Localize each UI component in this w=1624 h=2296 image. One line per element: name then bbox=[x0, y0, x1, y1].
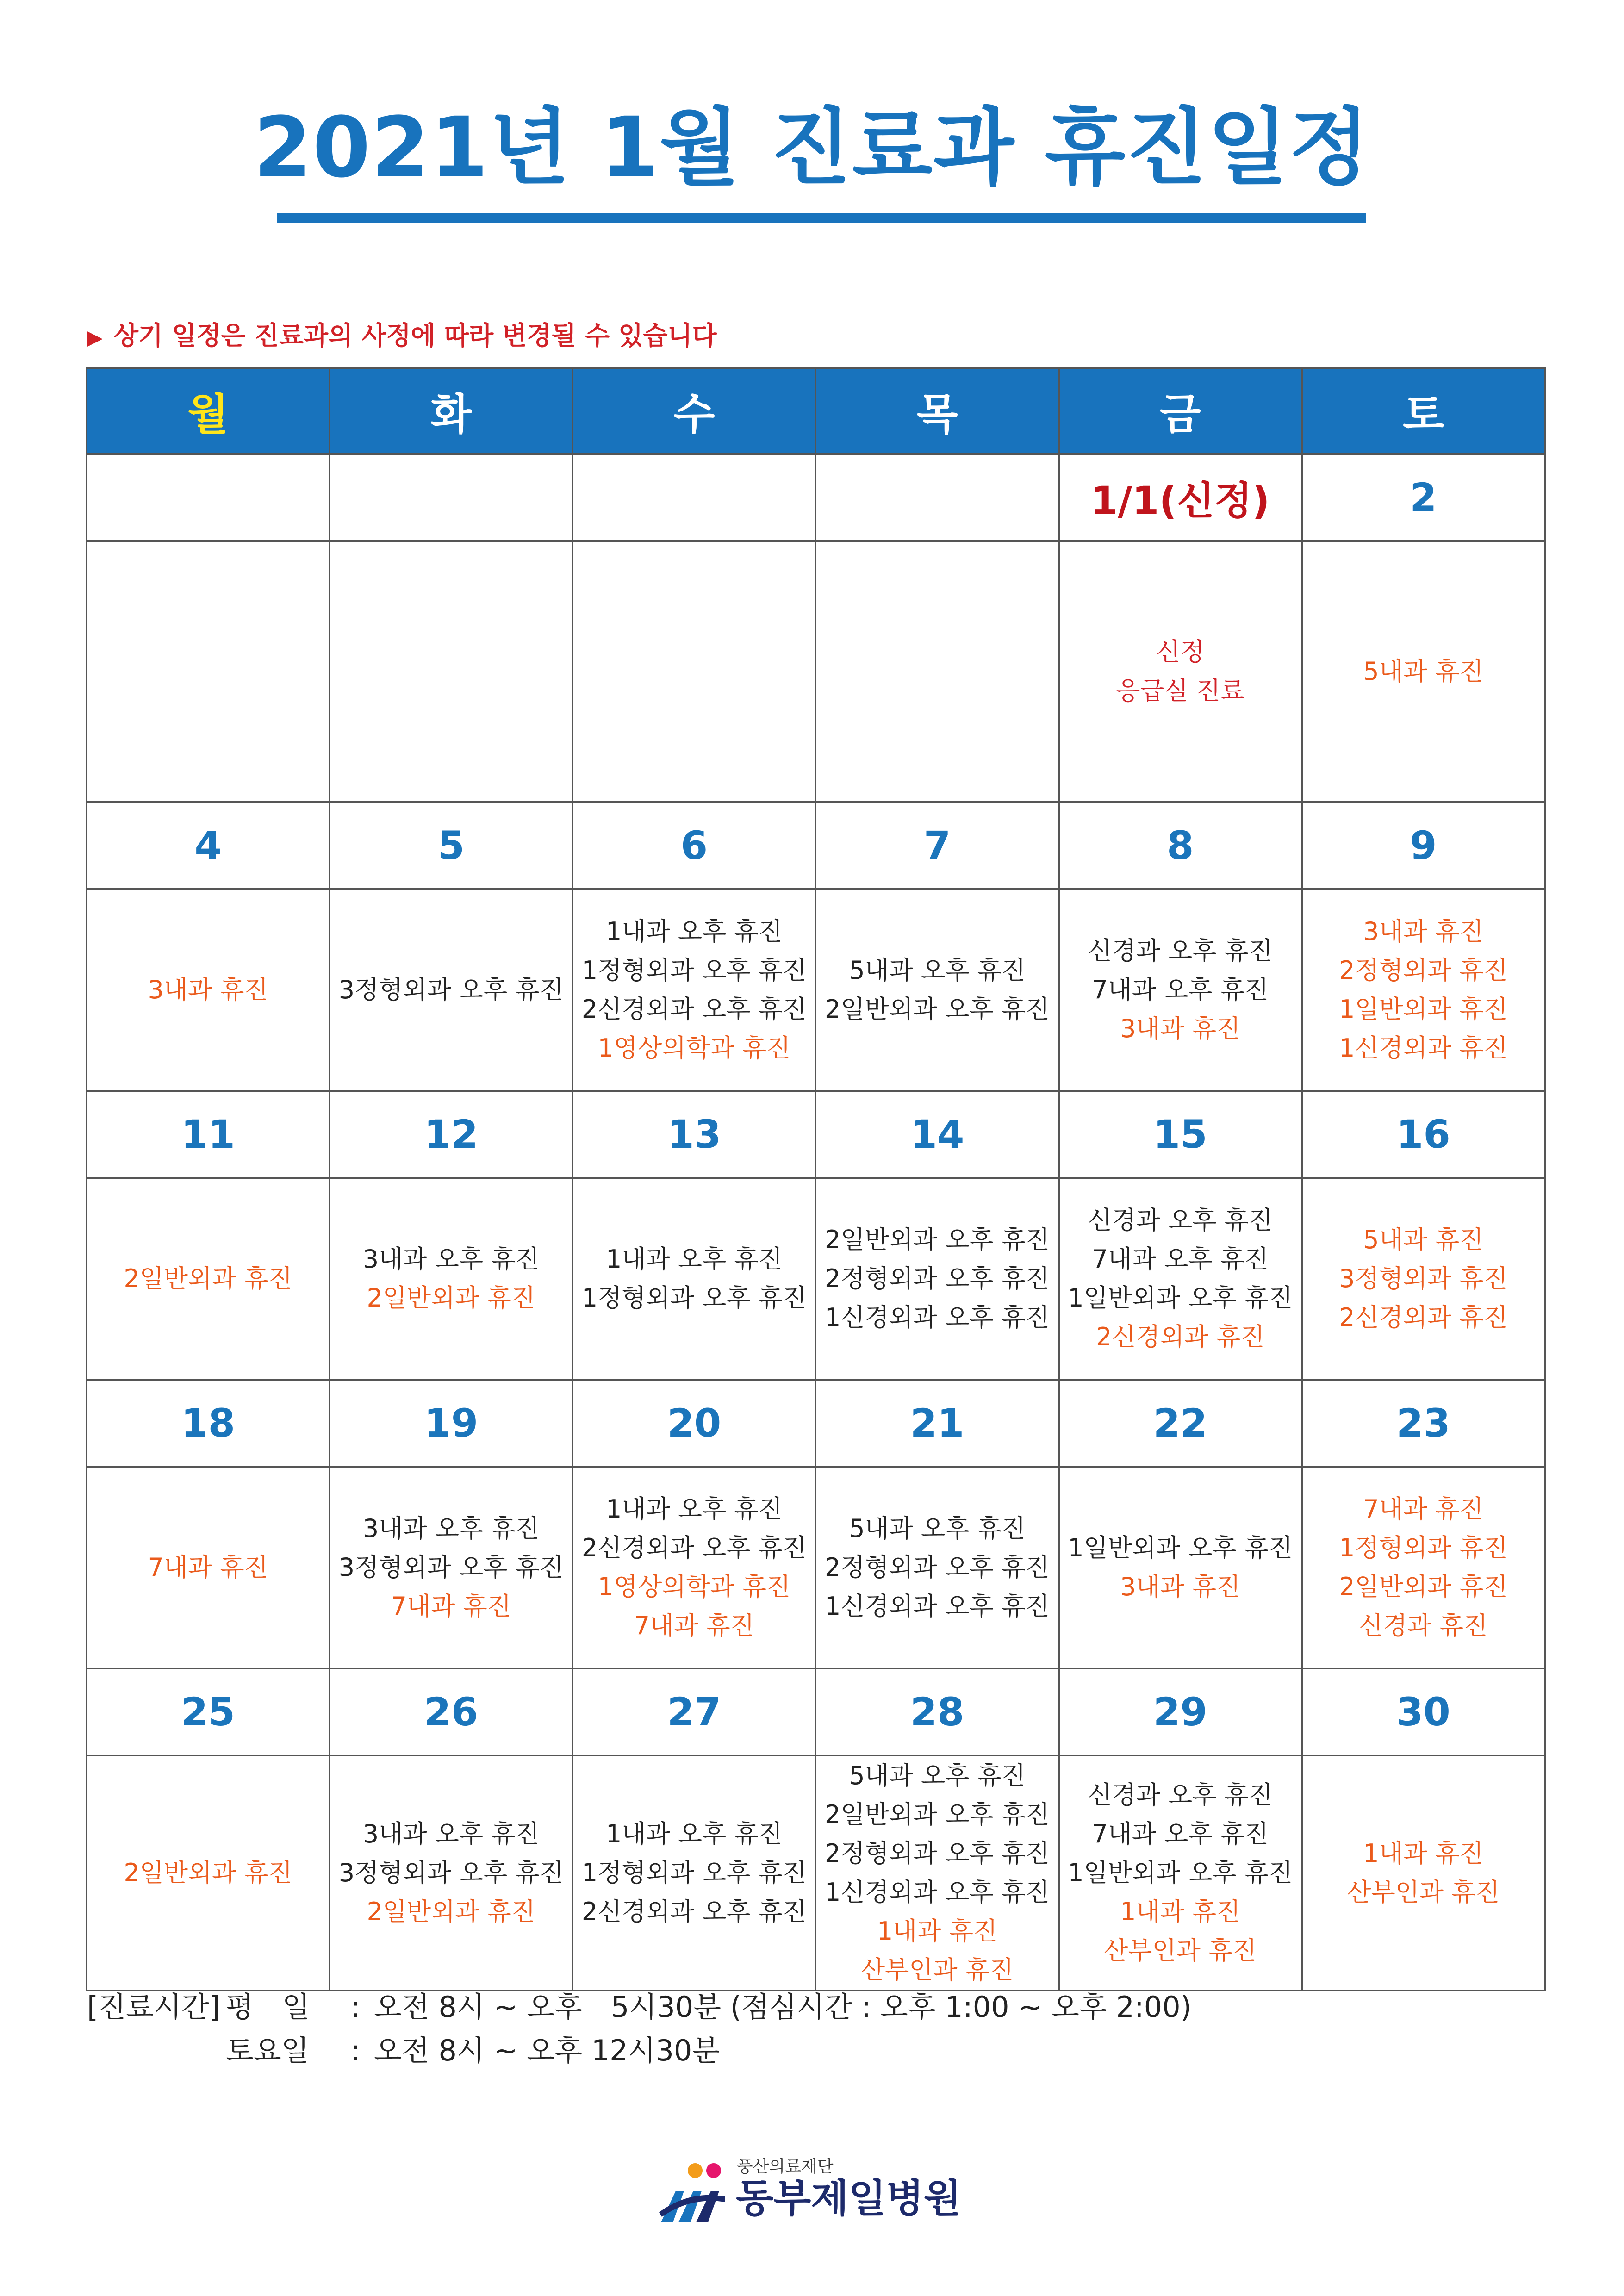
event-row-week-1 bbox=[87, 541, 1545, 802]
closure-entry: 3내과 휴진 bbox=[148, 975, 268, 1004]
event-cell-thu bbox=[815, 1755, 1058, 1991]
date-cell-mon bbox=[87, 454, 330, 541]
date-row-week-5 bbox=[87, 1668, 1545, 1755]
closure-entry: 1신경외과 오후 휴진 bbox=[825, 1592, 1050, 1621]
event-cell-tue bbox=[330, 1467, 572, 1668]
date-cell-wed: 20 bbox=[572, 1380, 815, 1467]
closure-entry: 2정형외과 오후 휴진 bbox=[825, 1839, 1050, 1868]
closure-entry: 1신경외과 오후 휴진 bbox=[825, 1303, 1050, 1332]
closure-entry: 3정형외과 오후 휴진 bbox=[338, 975, 564, 1004]
closure-entry: 1정형외과 오후 휴진 bbox=[581, 1858, 807, 1887]
closure-entry: 5내과 오후 휴진 bbox=[849, 956, 1026, 985]
date-cell-mon: 11 bbox=[87, 1091, 330, 1178]
hospital-logo bbox=[657, 2157, 981, 2226]
closure-entry: 2일반외과 휴진 bbox=[367, 1283, 535, 1313]
date-cell-mon: 18 bbox=[87, 1380, 330, 1467]
saturday-label: 토요일 bbox=[226, 2034, 309, 2067]
date-cell-tue bbox=[330, 454, 572, 541]
closure-entry: 2일반외과 오후 휴진 bbox=[825, 1800, 1050, 1829]
calendar-table bbox=[86, 367, 1546, 1991]
saturday-hours: 오전 8시 ~ 오후 12시30분 bbox=[374, 2034, 720, 2067]
closure-entry: 3정형외과 오후 휴진 bbox=[338, 1858, 564, 1887]
event-cell-wed bbox=[572, 1178, 815, 1380]
date-row-week-3 bbox=[87, 1091, 1545, 1178]
closure-entry: 1내과 휴진 bbox=[877, 1916, 998, 1946]
event-cell-wed bbox=[572, 541, 815, 802]
date-cell-thu: 28 bbox=[815, 1668, 1058, 1755]
closure-entry: 신경과 오후 휴진 bbox=[1088, 936, 1273, 965]
weekday-hours: 오전 8시 ~ 오후 5시30분 (점심시간 : 오후 1:00 ~ 오후 2:00) bbox=[374, 1990, 1192, 2024]
closure-entry: 1정형외과 휴진 bbox=[1339, 1533, 1508, 1562]
weekday-header-row bbox=[87, 368, 1545, 454]
closure-entry: 신경과 오후 휴진 bbox=[1088, 1780, 1273, 1810]
date-cell-tue: 19 bbox=[330, 1380, 572, 1467]
event-cell-sat bbox=[1302, 889, 1545, 1091]
page-title: 2021년 1월 진료과 휴진일정 bbox=[253, 100, 1371, 196]
closure-entry: 2정형외과 오후 휴진 bbox=[825, 1264, 1050, 1293]
date-cell-sat: 2 bbox=[1302, 454, 1545, 541]
closure-entry: 1일반외과 오후 휴진 bbox=[1068, 1283, 1293, 1313]
date-cell-wed: 27 bbox=[572, 1668, 815, 1755]
hours-weekday-line bbox=[87, 1985, 1192, 2029]
event-cell-sat bbox=[1302, 1178, 1545, 1380]
clinic-hours bbox=[87, 1985, 1192, 2072]
closure-entry: 7내과 휴진 bbox=[1363, 1494, 1484, 1524]
closure-entry: 1신경외과 휴진 bbox=[1339, 1033, 1508, 1063]
closure-entry: 1내과 휴진 bbox=[1363, 1839, 1484, 1868]
date-cell-mon: 25 bbox=[87, 1668, 330, 1755]
closure-entry: 2일반외과 휴진 bbox=[124, 1264, 292, 1293]
weekday-colon: : bbox=[350, 1990, 361, 2024]
event-cell-wed bbox=[572, 1467, 815, 1668]
header-fri: 금 bbox=[1059, 368, 1302, 454]
closure-entry: 7내과 오후 휴진 bbox=[1092, 1819, 1269, 1848]
closure-entry: 5내과 휴진 bbox=[1363, 1225, 1484, 1254]
date-row-week-1 bbox=[87, 454, 1545, 541]
closure-entry: 5내과 오후 휴진 bbox=[849, 1514, 1026, 1543]
foundation-name: 풍산의료재단 bbox=[737, 2157, 834, 2176]
closure-entry: 산부인과 휴진 bbox=[1347, 1878, 1500, 1907]
hours-label: [진료시간] bbox=[87, 1990, 220, 2024]
closure-entry: 7내과 휴진 bbox=[391, 1592, 511, 1621]
closure-entry: 2정형외과 휴진 bbox=[1339, 956, 1508, 985]
saturday-colon: : bbox=[350, 2034, 361, 2067]
hours-saturday-line bbox=[87, 2029, 1192, 2072]
closure-entry: 1정형외과 오후 휴진 bbox=[581, 956, 807, 985]
closure-entry: 2신경외과 휴진 bbox=[1095, 1322, 1265, 1351]
header-thu: 목 bbox=[815, 368, 1058, 454]
header-sat: 토 bbox=[1302, 368, 1545, 454]
event-cell-thu bbox=[815, 1178, 1058, 1380]
closure-entry: 7내과 휴진 bbox=[634, 1611, 754, 1640]
notice bbox=[87, 319, 717, 354]
event-cell-fri bbox=[1059, 889, 1302, 1091]
event-row-week-3 bbox=[87, 1178, 1545, 1380]
date-cell-wed bbox=[572, 454, 815, 541]
date-cell-thu bbox=[815, 454, 1058, 541]
closure-entry: 2일반외과 휴진 bbox=[1339, 1572, 1508, 1601]
date-cell-sat: 16 bbox=[1302, 1091, 1545, 1178]
closure-entry: 1내과 오후 휴진 bbox=[606, 1494, 783, 1524]
date-cell-fri: 29 bbox=[1059, 1668, 1302, 1755]
event-cell-fri bbox=[1059, 1178, 1302, 1380]
event-cell-tue bbox=[330, 541, 572, 802]
header-mon: 월 bbox=[87, 368, 330, 454]
event-cell-wed bbox=[572, 1755, 815, 1991]
date-cell-fri: 1/1(신정) bbox=[1059, 454, 1302, 541]
date-cell-wed: 13 bbox=[572, 1091, 815, 1178]
closure-entry: 산부인과 휴진 bbox=[860, 1955, 1014, 1985]
closure-entry: 5내과 오후 휴진 bbox=[849, 1761, 1026, 1790]
closure-entry: 2신경외과 오후 휴진 bbox=[581, 1533, 807, 1562]
closure-entry: 3내과 오후 휴진 bbox=[362, 1819, 540, 1848]
closure-entry: 7내과 오후 휴진 bbox=[1092, 975, 1269, 1004]
date-cell-fri: 15 bbox=[1059, 1091, 1302, 1178]
closure-entry: 1내과 오후 휴진 bbox=[606, 1244, 783, 1274]
closure-entry: 2일반외과 휴진 bbox=[124, 1858, 292, 1887]
event-cell-sat bbox=[1302, 1467, 1545, 1668]
event-cell-thu bbox=[815, 889, 1058, 1091]
header-tue: 화 bbox=[330, 368, 572, 454]
closure-entry: 1내과 휴진 bbox=[1120, 1897, 1241, 1926]
closure-entry: 1내과 오후 휴진 bbox=[606, 1819, 783, 1848]
date-cell-tue: 26 bbox=[330, 1668, 572, 1755]
event-row-week-5 bbox=[87, 1755, 1545, 1991]
date-cell-thu: 7 bbox=[815, 802, 1058, 889]
hours-label-spacer bbox=[87, 2029, 226, 2072]
closure-entry: 2일반외과 오후 휴진 bbox=[825, 1225, 1050, 1254]
date-cell-fri: 8 bbox=[1059, 802, 1302, 889]
event-cell-sat bbox=[1302, 1755, 1545, 1991]
closure-entry: 3내과 휴진 bbox=[1363, 917, 1484, 946]
header-wed: 수 bbox=[572, 368, 815, 454]
date-row-week-4 bbox=[87, 1380, 1545, 1467]
closure-entry: 7내과 오후 휴진 bbox=[1092, 1244, 1269, 1274]
event-cell-fri bbox=[1059, 1755, 1302, 1991]
closure-entry: 1영상의학과 휴진 bbox=[597, 1572, 791, 1601]
closure-entry: 신경과 휴진 bbox=[1359, 1611, 1488, 1640]
event-row-week-4 bbox=[87, 1467, 1545, 1668]
event-cell-mon bbox=[87, 889, 330, 1091]
closure-entry: 1영상의학과 휴진 bbox=[597, 1033, 791, 1063]
closure-entry: 2신경외과 휴진 bbox=[1339, 1303, 1508, 1332]
hospital-logo-icon bbox=[657, 2162, 727, 2226]
event-cell-tue bbox=[330, 1755, 572, 1991]
closure-entry: 1정형외과 오후 휴진 bbox=[581, 1283, 807, 1313]
closure-entry: 3정형외과 휴진 bbox=[1339, 1264, 1508, 1293]
closure-entry: 2일반외과 오후 휴진 bbox=[825, 995, 1050, 1024]
hospital-name: 동부제일병원 bbox=[736, 2176, 961, 2221]
event-cell-wed bbox=[572, 889, 815, 1091]
closure-entry: 신경과 오후 휴진 bbox=[1088, 1206, 1273, 1235]
closure-entry: 3내과 오후 휴진 bbox=[362, 1244, 540, 1274]
triangle-right-icon: ▶ bbox=[87, 326, 103, 349]
event-cell-tue bbox=[330, 1178, 572, 1380]
event-cell-mon bbox=[87, 541, 330, 802]
closure-entry: 2신경외과 오후 휴진 bbox=[581, 1897, 807, 1926]
event-cell-fri bbox=[1059, 541, 1302, 802]
event-cell-mon bbox=[87, 1467, 330, 1668]
closure-entry: 1내과 오후 휴진 bbox=[606, 917, 783, 946]
closure-entry: 5내과 휴진 bbox=[1363, 657, 1484, 686]
closure-entry: 3내과 휴진 bbox=[1120, 1014, 1241, 1043]
date-cell-sat: 23 bbox=[1302, 1380, 1545, 1467]
date-cell-fri: 22 bbox=[1059, 1380, 1302, 1467]
title-underline bbox=[277, 213, 1366, 223]
closure-entry: 1일반외과 오후 휴진 bbox=[1068, 1533, 1293, 1562]
date-cell-tue: 12 bbox=[330, 1091, 572, 1178]
closure-entry: 1일반외과 오후 휴진 bbox=[1068, 1858, 1293, 1887]
closure-entry: 7내과 휴진 bbox=[148, 1553, 268, 1582]
closure-entry: 응급실 진료 bbox=[1116, 676, 1245, 705]
event-cell-mon bbox=[87, 1178, 330, 1380]
date-cell-sat: 9 bbox=[1302, 802, 1545, 889]
date-cell-wed: 6 bbox=[572, 802, 815, 889]
weekday-label: 평 일 bbox=[226, 1990, 310, 2024]
event-row-week-2 bbox=[87, 889, 1545, 1091]
closure-entry: 산부인과 휴진 bbox=[1104, 1936, 1257, 1965]
closure-entry: 2신경외과 오후 휴진 bbox=[581, 995, 807, 1024]
date-cell-tue: 5 bbox=[330, 802, 572, 889]
date-cell-sat: 30 bbox=[1302, 1668, 1545, 1755]
closure-entry: 3내과 휴진 bbox=[1120, 1572, 1241, 1601]
date-row-week-2 bbox=[87, 802, 1545, 889]
event-cell-thu bbox=[815, 541, 1058, 802]
closure-entry: 1신경외과 오후 휴진 bbox=[825, 1878, 1050, 1907]
event-cell-sat bbox=[1302, 541, 1545, 802]
event-cell-thu bbox=[815, 1467, 1058, 1668]
event-cell-tue bbox=[330, 889, 572, 1091]
closure-entry: 3내과 오후 휴진 bbox=[362, 1514, 540, 1543]
date-cell-mon: 4 bbox=[87, 802, 330, 889]
closure-entry: 2정형외과 오후 휴진 bbox=[825, 1553, 1050, 1582]
closure-entry: 1일반외과 휴진 bbox=[1339, 995, 1508, 1024]
date-cell-thu: 21 bbox=[815, 1380, 1058, 1467]
event-cell-fri bbox=[1059, 1467, 1302, 1668]
event-cell-mon bbox=[87, 1755, 330, 1991]
closure-entry: 2일반외과 휴진 bbox=[367, 1897, 535, 1926]
notice-text: 상기 일정은 진료과의 사정에 따라 변경될 수 있습니다 bbox=[113, 321, 717, 350]
date-cell-thu: 14 bbox=[815, 1091, 1058, 1178]
closure-entry: 신정 bbox=[1156, 637, 1205, 666]
closure-entry: 3정형외과 오후 휴진 bbox=[338, 1553, 564, 1582]
